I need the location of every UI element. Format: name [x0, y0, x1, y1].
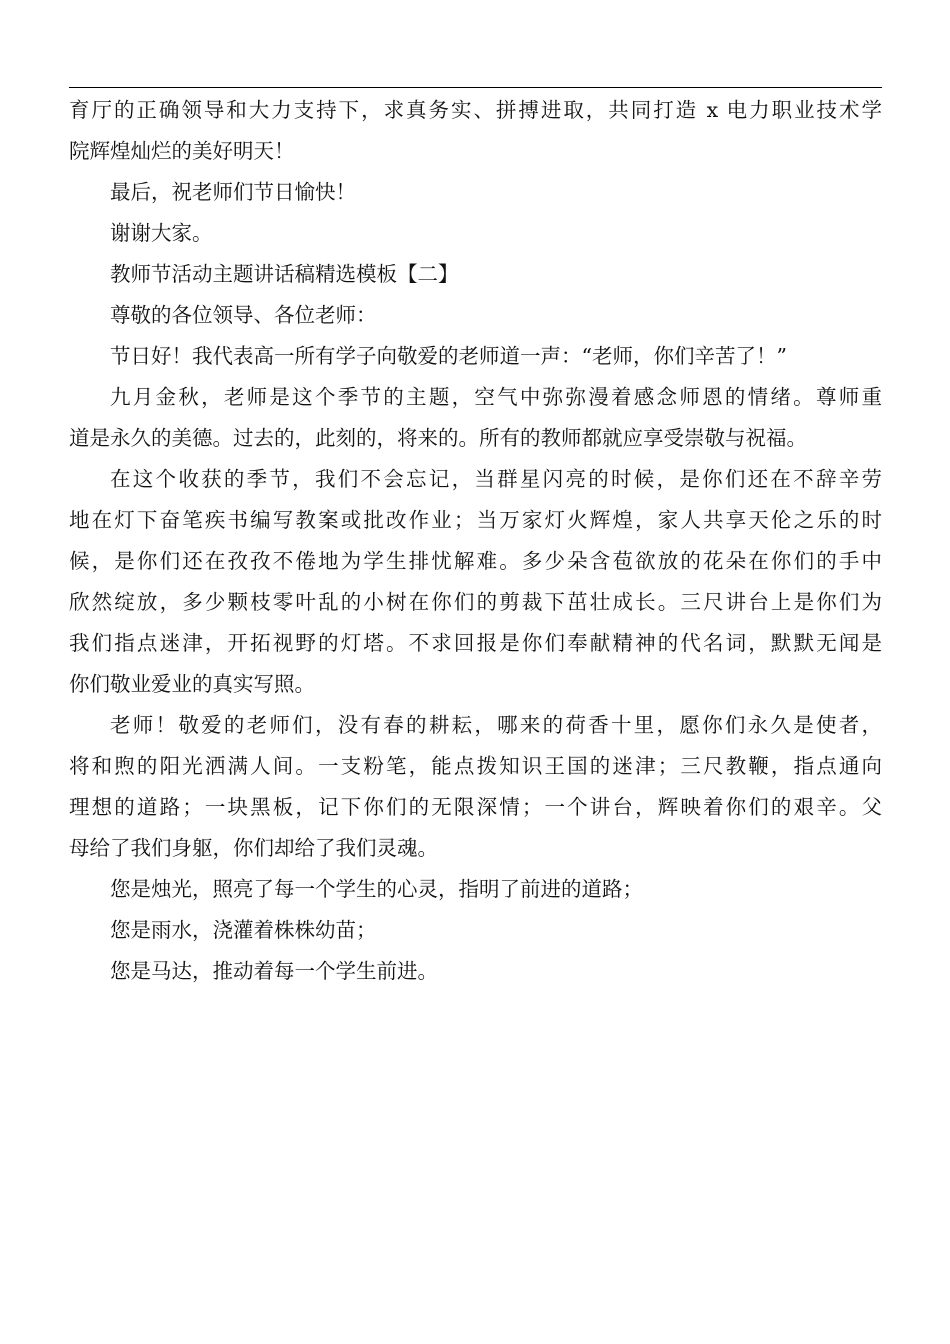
paragraph	[69, 172, 882, 213]
paragraph	[69, 377, 882, 459]
text-line: 你们敬业爱业的真实写照。	[69, 672, 315, 696]
section-heading	[69, 254, 882, 295]
document-body	[69, 90, 882, 992]
text-line: 教师节活动主题讲话稿精选模板【二】	[110, 262, 459, 286]
text-line: 在这个收获的季节，我们不会忘记，当群星闪亮的时候，是你们还在不辞辛劳	[110, 467, 882, 491]
text-line: 尊敬的各位领导、各位老师：	[110, 303, 377, 327]
text-line: 育厅的正确领导和大力支持下，求真务实、拼搏进取，共同打造 x 电力职业技术学	[69, 98, 882, 122]
text-line: 谢谢大家。	[110, 221, 213, 245]
paragraph	[69, 705, 882, 869]
text-line: 老师！敬爱的老师们，没有春的耕耘，哪来的荷香十里，愿你们永久是使者，	[110, 713, 882, 737]
text-line: 我们指点迷津，开拓视野的灯塔。不求回报是你们奉献精神的代名词，默默无闻是	[69, 631, 882, 655]
text-line: 欣然绽放，多少颗枝零叶乱的小树在你们的剪裁下茁壮成长。三尺讲台上是你们为	[69, 590, 882, 614]
text-line: 理想的道路；一块黑板，记下你们的无限深情；一个讲台，辉映着你们的艰辛。父	[69, 795, 882, 819]
text-line: 院辉煌灿烂的美好明天！	[69, 139, 295, 163]
text-line: 您是雨水，浇灌着株株幼苗；	[110, 918, 377, 942]
paragraph	[69, 459, 882, 705]
paragraph	[69, 869, 882, 910]
text-line: 您是烛光，照亮了每一个学生的心灵，指明了前进的道路；	[110, 877, 643, 901]
header-rule	[69, 87, 882, 88]
paragraph	[69, 295, 882, 336]
text-line: 九月金秋，老师是这个季节的主题，空气中弥弥漫着感念师恩的情绪。尊师重	[110, 385, 882, 409]
text-line: 您是马达，推动着每一个学生前进。	[110, 959, 438, 983]
text-line: 节日好！我代表高一所有学子向敬爱的老师道一声：“老师，你们辛苦了！”	[110, 344, 787, 368]
paragraph	[69, 336, 882, 377]
text-line: 母给了我们身躯，你们却给了我们灵魂。	[69, 836, 438, 860]
paragraph	[69, 213, 882, 254]
paragraph	[69, 90, 882, 172]
text-line: 最后，祝老师们节日愉快！	[110, 180, 356, 204]
text-line: 地在灯下奋笔疾书编写教案或批改作业；当万家灯火辉煌，家人共享天伦之乐的时	[69, 508, 882, 532]
text-line: 将和煦的阳光洒满人间。一支粉笔，能点拨知识王国的迷津；三尺教鞭，指点通向	[69, 754, 882, 778]
text-line: 道是永久的美德。过去的，此刻的，将来的。所有的教师都就应享受崇敬与祝福。	[69, 426, 807, 450]
text-line: 候，是你们还在孜孜不倦地为学生排忧解难。多少朵含苞欲放的花朵在你们的手中	[69, 549, 882, 573]
paragraph	[69, 951, 882, 992]
paragraph	[69, 910, 882, 951]
